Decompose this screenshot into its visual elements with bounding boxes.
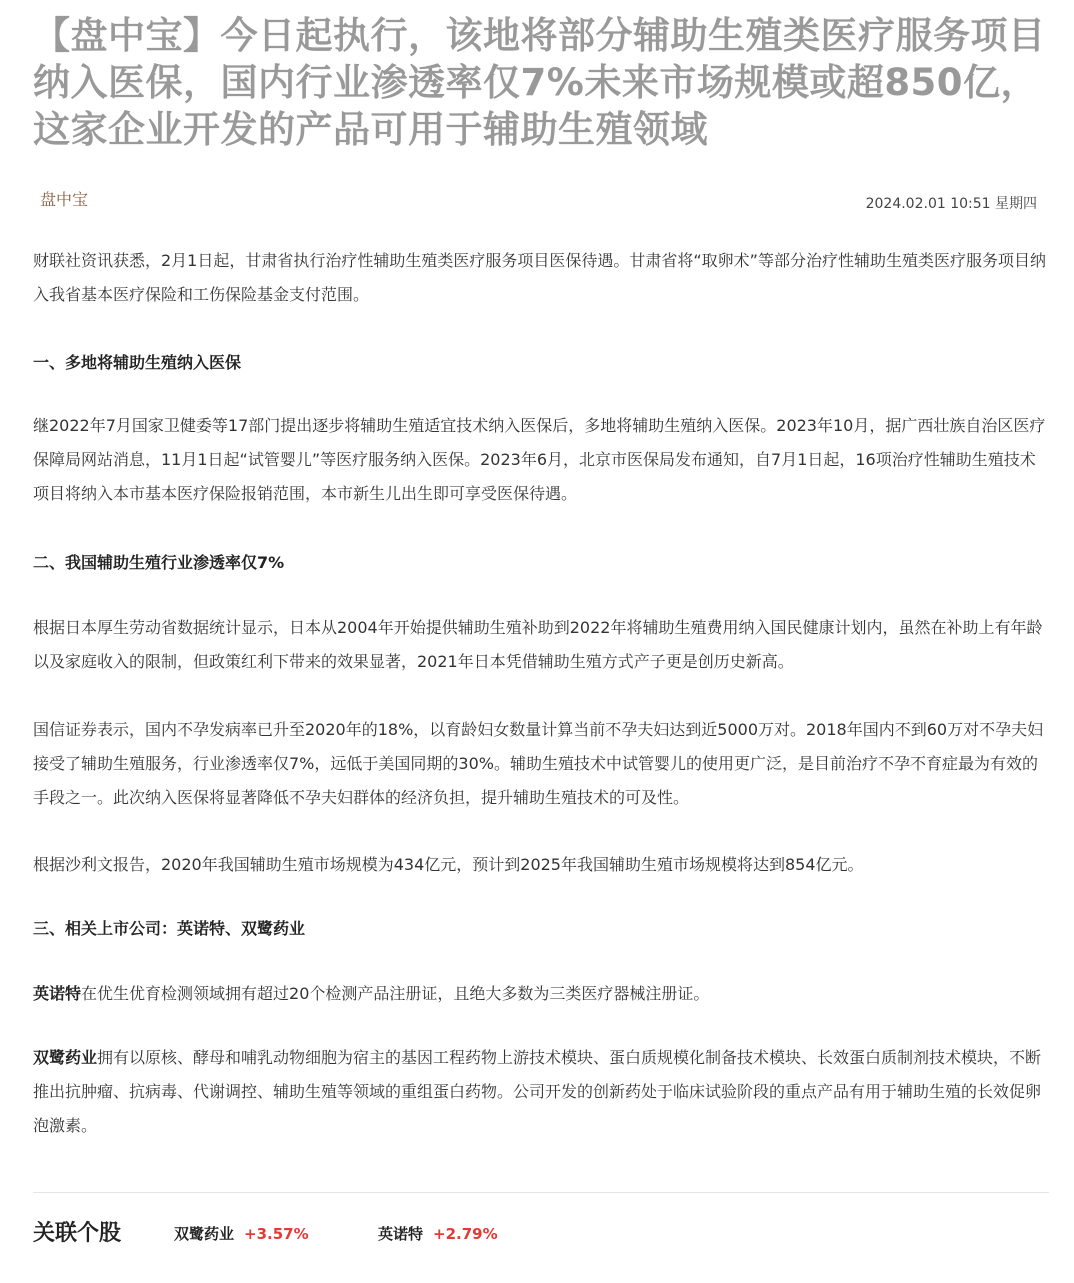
article-datetime: 2024.02.01 10:51 星期四	[865, 196, 1037, 212]
paragraph-innovita	[33, 977, 1049, 1011]
stock-change: +2.79%	[433, 1225, 498, 1243]
section-divider	[33, 1192, 1049, 1193]
article-meta	[33, 187, 1049, 227]
stock-item-sl-pharm[interactable]	[174, 1216, 309, 1252]
paragraph-sl-pharm-text: 拥有以原核、酵母和哺乳动物细胞为宿主的基因工程药物上游技术模块、蛋白质规模化制备技术模块、长效蛋白质制剂技术模块，不断推出抗肿瘤、抗病毒、代谢调控、辅助生殖等领域的重组蛋白药物。公司开发的创新药处于临床试验阶段的重点产品有用于辅助生殖的长效促卵泡激素。	[33, 1048, 1042, 1135]
paragraph-medical-insurance: 继2022年7月国家卫健委等17部门提出逐步将辅助生殖适宜技术纳入医保后，多地将辅助生殖纳入医保。2023年10月，据广西壮族自治区医疗保障局网站消息，11月1日起“试管婴儿”等医疗服务纳入医保。2023年6月，北京市医保局发布通知，自7月1日起，16项治疗性辅助生殖技术项目将纳入本市基本医疗保险报销范围，本市新生儿出生即可享受医保待遇。	[33, 416, 1046, 503]
related-stocks	[33, 1216, 1049, 1252]
stock-change: +3.57%	[244, 1225, 309, 1243]
section-heading-2: 二、我国辅助生殖行业渗透率仅7%	[33, 553, 285, 572]
company-name-sl-pharm: 双鹭药业	[33, 1048, 98, 1067]
paragraph-guosen: 国信证券表示，国内不孕发病率已升至2020年的18%，以育龄妇女数量计算当前不孕夫妇达到近5000万对。2018年国内不到60万对不孕夫妇接受了辅助生殖服务，行业渗透率仅7%，远低于美国同期的30%。辅助生殖技术中试管婴儿的使用更广泛，是目前治疗不孕不育症最为有效的手段之一。此次纳入医保将显著降低不孕夫妇群体的经济负担，提升辅助生殖技术的可及性。	[33, 720, 1044, 807]
section-heading-3: 三、相关上市公司：英诺特、双鹭药业	[33, 919, 306, 938]
related-stocks-title: 关联个股	[33, 1221, 122, 1246]
paragraph-intro: 财联社资讯获悉，2月1日起，甘肃省执行治疗性辅助生殖类医疗服务项目医保待遇。甘肃省将“取卵术”等部分治疗性辅助生殖类医疗服务项目纳入我省基本医疗保险和工伤保险基金支付范围。	[33, 251, 1046, 304]
paragraph-innovita-text: 在优生优育检测领域拥有超过20个检测产品注册证，且绝大多数为三类医疗器械注册证。	[81, 984, 710, 1003]
section-heading-1: 一、多地将辅助生殖纳入医保	[33, 353, 242, 372]
paragraph-japan: 根据日本厚生劳动省数据统计显示，日本从2004年开始提供辅助生殖补助到2022年将辅助生殖费用纳入国民健康计划内，虽然在补助上有年龄以及家庭收入的限制，但政策红利下带来的效果显著，2021年日本凭借辅助生殖方式产子更是创历史新高。	[33, 618, 1043, 671]
article-title: 【盘中宝】今日起执行，该地将部分辅助生殖类医疗服务项目纳入医保，国内行业渗透率仅7%未来市场规模或超850亿，这家企业开发的产品可用于辅助生殖领域	[33, 14, 1046, 151]
company-name-innovita: 英诺特	[33, 984, 82, 1003]
paragraph-market-size: 根据沙利文报告，2020年我国辅助生殖市场规模为434亿元，预计到2025年我国辅助生殖市场规模将达到854亿元。	[33, 855, 864, 874]
paragraph-sl-pharm	[33, 1041, 1049, 1143]
stock-name: 英诺特	[378, 1225, 424, 1243]
stock-item-innovita[interactable]	[378, 1216, 498, 1252]
stock-name: 双鹭药业	[174, 1225, 235, 1243]
article-container	[33, 0, 1049, 1246]
article-source[interactable]: 盘中宝	[40, 190, 89, 209]
